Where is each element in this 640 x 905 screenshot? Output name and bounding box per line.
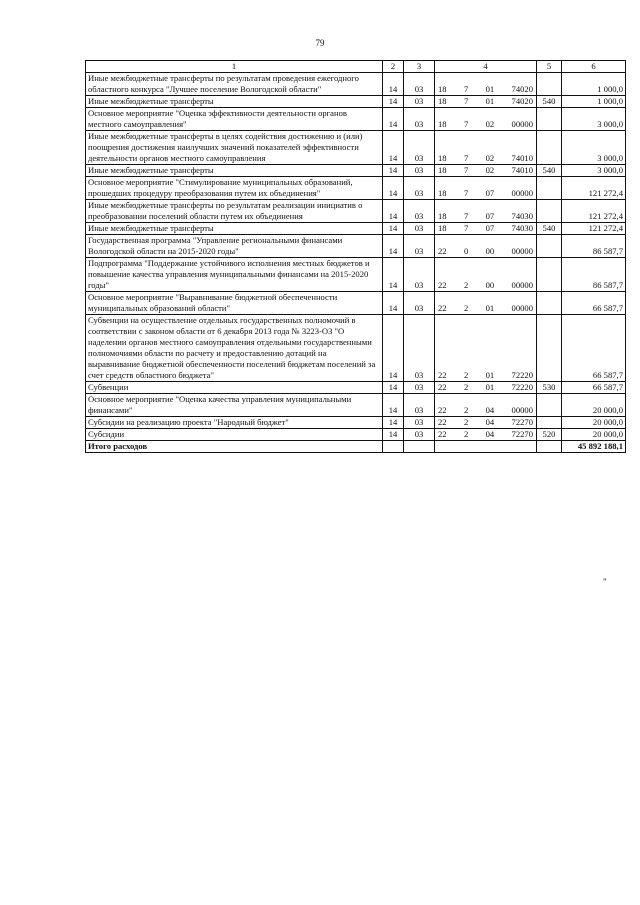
code-part: 74030	[511, 211, 533, 221]
table-row	[86, 429, 626, 441]
row-amount: 3 000,0	[562, 108, 626, 131]
empty-cell	[404, 441, 435, 453]
code-part: 01	[485, 370, 495, 380]
row-name: Субвенции	[86, 382, 383, 394]
code-part: 7	[463, 119, 469, 129]
code-part: 22	[438, 429, 447, 439]
target-article-code	[438, 188, 533, 199]
budget-table	[85, 60, 626, 453]
row-expense-type	[537, 108, 562, 131]
code-part: 00	[485, 246, 495, 256]
row-target-article	[435, 223, 537, 235]
code-part: 22	[438, 405, 447, 415]
code-part: 18	[438, 223, 447, 233]
page-number: 79	[315, 38, 325, 48]
row-target-article	[435, 258, 537, 292]
row-expense-type	[537, 292, 562, 315]
code-part: 00000	[511, 303, 533, 313]
code-part: 00000	[511, 246, 533, 256]
row-name: Иные межбюджетные трансферты	[86, 165, 383, 177]
row-expense-type: 540	[537, 96, 562, 108]
row-section: 14	[383, 108, 404, 131]
code-part: 74010	[511, 153, 533, 163]
row-name: Иные межбюджетные трансферты	[86, 96, 383, 108]
row-section: 14	[383, 177, 404, 200]
row-amount: 66 587,7	[562, 315, 626, 382]
empty-cell	[383, 441, 404, 453]
target-article-code	[438, 280, 533, 291]
code-part: 01	[485, 382, 495, 392]
row-section: 14	[383, 165, 404, 177]
row-name: Субсидии на реализацию проекта "Народный бюджет"	[86, 417, 383, 429]
row-expense-type: 540	[537, 165, 562, 177]
row-name: Субвенции на осуществление отдельных государственных полномочий в соответствии с законом области от 6 декабря 2013 года № 3223-ОЗ "О наделении органов местного самоуправления отдельными государственными полномочиями области по расчету и предоставлению дотаций на выравнивание бюджетной обеспеченности поселений бюджетам поселений за счет средств областного бюджета"	[86, 315, 383, 382]
code-part: 18	[438, 165, 447, 175]
row-expense-type	[537, 315, 562, 382]
table-row	[86, 73, 626, 96]
code-part: 18	[438, 119, 447, 129]
row-target-article	[435, 382, 537, 394]
code-part: 00000	[511, 119, 533, 129]
code-part: 07	[485, 188, 495, 198]
row-amount: 1 000,0	[562, 73, 626, 96]
row-amount: 121 272,4	[562, 177, 626, 200]
row-name: Иные межбюджетные трансферты	[86, 223, 383, 235]
table-row	[86, 165, 626, 177]
column-header: 6	[562, 61, 626, 73]
row-target-article	[435, 96, 537, 108]
target-article-code	[438, 246, 533, 257]
row-amount: 3 000,0	[562, 131, 626, 165]
code-part: 74020	[511, 96, 533, 106]
code-part: 2	[463, 280, 469, 290]
table-row	[86, 315, 626, 382]
row-subsection: 03	[404, 96, 435, 108]
row-subsection: 03	[404, 165, 435, 177]
code-part: 04	[485, 417, 495, 427]
row-section: 14	[383, 223, 404, 235]
row-section: 14	[383, 292, 404, 315]
row-subsection: 03	[404, 429, 435, 441]
table-row	[86, 223, 626, 235]
row-amount: 20 000,0	[562, 417, 626, 429]
code-part: 22	[438, 303, 447, 313]
empty-cell	[435, 441, 537, 453]
row-section: 14	[383, 235, 404, 258]
code-part: 72270	[511, 417, 533, 427]
row-subsection: 03	[404, 73, 435, 96]
target-article-code	[438, 429, 533, 440]
code-part: 22	[438, 417, 447, 427]
row-target-article	[435, 292, 537, 315]
code-part: 02	[485, 153, 495, 163]
row-subsection: 03	[404, 131, 435, 165]
row-expense-type: 530	[537, 382, 562, 394]
code-part: 18	[438, 84, 447, 94]
code-part: 01	[485, 96, 495, 106]
code-part: 18	[438, 153, 447, 163]
row-amount: 1 000,0	[562, 96, 626, 108]
code-part: 00000	[511, 405, 533, 415]
column-header: 2	[383, 61, 404, 73]
code-part: 18	[438, 96, 447, 106]
code-part: 22	[438, 370, 447, 380]
row-subsection: 03	[404, 177, 435, 200]
row-amount: 3 000,0	[562, 165, 626, 177]
row-subsection: 03	[404, 417, 435, 429]
table-row	[86, 131, 626, 165]
row-expense-type	[537, 177, 562, 200]
row-section: 14	[383, 382, 404, 394]
target-article-code	[438, 223, 533, 234]
total-row	[86, 441, 626, 453]
row-target-article	[435, 200, 537, 223]
row-target-article	[435, 394, 537, 417]
total-amount: 45 892 188,1	[562, 441, 626, 453]
code-part: 00000	[511, 188, 533, 198]
code-part: 00	[485, 280, 495, 290]
row-expense-type	[537, 235, 562, 258]
row-subsection: 03	[404, 223, 435, 235]
code-part: 22	[438, 280, 447, 290]
row-subsection: 03	[404, 258, 435, 292]
code-part: 72270	[511, 429, 533, 439]
code-part: 04	[485, 405, 495, 415]
code-part: 07	[485, 211, 495, 221]
column-header: 1	[86, 61, 383, 73]
table-row	[86, 292, 626, 315]
target-article-code	[438, 96, 533, 107]
row-section: 14	[383, 131, 404, 165]
code-part: 2	[463, 303, 469, 313]
row-amount: 66 587,7	[562, 292, 626, 315]
table-row	[86, 108, 626, 131]
code-part: 02	[485, 165, 495, 175]
table-row	[86, 235, 626, 258]
row-amount: 86 587,7	[562, 258, 626, 292]
row-target-article	[435, 429, 537, 441]
code-part: 74020	[511, 84, 533, 94]
total-label: Итого расходов	[86, 441, 383, 453]
target-article-code	[438, 370, 533, 381]
code-part: 7	[463, 188, 469, 198]
row-expense-type	[537, 200, 562, 223]
row-name: Подпрограмма "Поддержание устойчивого исполнения местных бюджетов и повышение качества управления муниципальными финансами на 2015-2020 годы"	[86, 258, 383, 292]
row-target-article	[435, 131, 537, 165]
code-part: 7	[463, 153, 469, 163]
code-part: 22	[438, 246, 447, 256]
code-part: 72220	[511, 382, 533, 392]
row-name: Иные межбюджетные трансферты по результатам реализации инициатив о преобразовании поселений области путем их объединения	[86, 200, 383, 223]
row-amount: 20 000,0	[562, 394, 626, 417]
code-part: 7	[463, 211, 469, 221]
code-part: 02	[485, 119, 495, 129]
target-article-code	[438, 405, 533, 416]
table-header-row	[86, 61, 626, 73]
row-section: 14	[383, 200, 404, 223]
table-row	[86, 177, 626, 200]
row-amount: 86 587,7	[562, 235, 626, 258]
empty-cell	[537, 441, 562, 453]
row-section: 14	[383, 73, 404, 96]
target-article-code	[438, 211, 533, 222]
row-name: Субсидии	[86, 429, 383, 441]
column-header: 5	[537, 61, 562, 73]
row-target-article	[435, 165, 537, 177]
row-section: 14	[383, 417, 404, 429]
row-target-article	[435, 235, 537, 258]
code-part: 74010	[511, 165, 533, 175]
target-article-code	[438, 382, 533, 393]
row-name: Основное мероприятие "Оценка эффективности деятельности органов местного самоуправления"	[86, 108, 383, 131]
column-header: 3	[404, 61, 435, 73]
row-name: Иные межбюджетные трансферты в целях содействия достижению и (или) поощрения достижения наилучших значений показателей эффективности деятельности органов местного самоуправления	[86, 131, 383, 165]
row-subsection: 03	[404, 235, 435, 258]
row-expense-type	[537, 417, 562, 429]
code-part: 72220	[511, 370, 533, 380]
column-header: 4	[435, 61, 537, 73]
row-subsection: 03	[404, 394, 435, 417]
row-section: 14	[383, 394, 404, 417]
table-row	[86, 394, 626, 417]
row-amount: 20 000,0	[562, 429, 626, 441]
code-part: 07	[485, 223, 495, 233]
row-expense-type	[537, 394, 562, 417]
row-section: 14	[383, 258, 404, 292]
code-part: 22	[438, 382, 447, 392]
code-part: 2	[463, 382, 469, 392]
row-name: Иные межбюджетные трансферты по результатам проведения ежегодного областного конкурса "Лучшее поселение Вологодской области"	[86, 73, 383, 96]
table-row	[86, 258, 626, 292]
table-row	[86, 200, 626, 223]
row-target-article	[435, 108, 537, 131]
row-target-article	[435, 177, 537, 200]
row-expense-type: 540	[537, 223, 562, 235]
code-part: 2	[463, 370, 469, 380]
code-part: 2	[463, 429, 469, 439]
code-part: 7	[463, 165, 469, 175]
code-part: 04	[485, 429, 495, 439]
closing-quote: "	[603, 577, 607, 587]
row-section: 14	[383, 429, 404, 441]
code-part: 2	[463, 417, 469, 427]
row-target-article	[435, 73, 537, 96]
row-subsection: 03	[404, 382, 435, 394]
row-amount: 121 272,4	[562, 223, 626, 235]
row-section: 14	[383, 315, 404, 382]
row-subsection: 03	[404, 292, 435, 315]
row-expense-type	[537, 258, 562, 292]
target-article-code	[438, 119, 533, 130]
table-row	[86, 417, 626, 429]
target-article-code	[438, 303, 533, 314]
code-part: 18	[438, 188, 447, 198]
row-name: Основное мероприятие "Стимулирование муниципальных образований, прошедших процедуру преобразования путем их объединения"	[86, 177, 383, 200]
row-subsection: 03	[404, 315, 435, 382]
row-amount: 121 272,4	[562, 200, 626, 223]
code-part: 0	[463, 246, 469, 256]
row-name: Государственная программа "Управление региональными финансами Вологодской области на 2015-2020 годы"	[86, 235, 383, 258]
code-part: 7	[463, 96, 469, 106]
code-part: 01	[485, 84, 495, 94]
row-expense-type: 520	[537, 429, 562, 441]
row-expense-type	[537, 73, 562, 96]
table-row	[86, 96, 626, 108]
target-article-code	[438, 165, 533, 176]
target-article-code	[438, 153, 533, 164]
row-subsection: 03	[404, 108, 435, 131]
row-amount: 66 587,7	[562, 382, 626, 394]
row-subsection: 03	[404, 200, 435, 223]
target-article-code	[438, 417, 533, 428]
code-part: 74030	[511, 223, 533, 233]
row-target-article	[435, 315, 537, 382]
code-part: 00000	[511, 280, 533, 290]
code-part: 7	[463, 223, 469, 233]
row-expense-type	[537, 131, 562, 165]
code-part: 7	[463, 84, 469, 94]
code-part: 2	[463, 405, 469, 415]
row-target-article	[435, 417, 537, 429]
code-part: 01	[485, 303, 495, 313]
row-name: Основное мероприятие "Оценка качества управления муниципальными финансами"	[86, 394, 383, 417]
row-name: Основное мероприятие "Выравнивание бюджетной обеспеченности муниципальных образований области"	[86, 292, 383, 315]
row-section: 14	[383, 96, 404, 108]
target-article-code	[438, 84, 533, 95]
code-part: 18	[438, 211, 447, 221]
table-row	[86, 382, 626, 394]
